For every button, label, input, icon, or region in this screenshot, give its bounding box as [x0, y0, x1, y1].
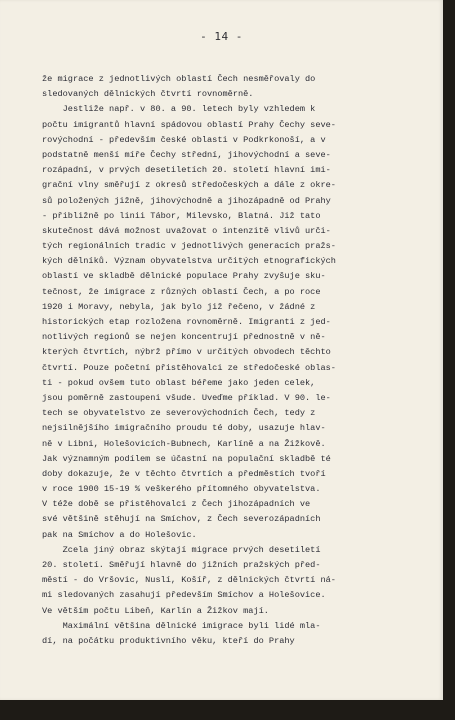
text-line: oblastí ve skladbě dělnické populace Prahy zvyšuje sku-: [42, 271, 326, 282]
text-line: rozápadní, v prvých desetiletích 20. století hlavní imi-: [42, 165, 331, 176]
text-line: Maximální většina dělnické imigrace byli lidé mla-: [42, 620, 321, 631]
text-line: čtvrtí. Pouze početní přistěhovalci ze středočeské oblas-: [42, 362, 336, 373]
text-line: 20. století. Směřují hlavně do jižních pražských před-: [42, 560, 321, 570]
text-line: počtu imigrantů hlavní spádovou oblastí Prahy Čechy seve-: [42, 119, 336, 130]
text-line: ně v Libni, Holešovicích-Bubnech, Karlíně a na Žižkově.: [42, 438, 326, 449]
text-line: doby dokazuje, že v těchto čtvrtích a předměstích tvoří: [42, 468, 326, 479]
text-line: notlivých regionů se nejen koncentrují přednostně v ně-: [42, 332, 326, 343]
text-line: v roce 1900 15-19 % veškerého přítomného obyvatelstva.: [42, 484, 321, 495]
text-line: mi sledovaných zasahují především Smíchov a Holešovice.: [42, 590, 326, 601]
text-line: Zcela jiný obraz skýtají migrace prvých desetiletí: [42, 544, 321, 555]
text-line: tech se obyvatelstvo ze severovýchodních Čech, tedy z: [42, 408, 316, 419]
body-text: [42, 72, 420, 649]
text-line: sledovaných dělnických čtvrtí rovnoměrně.: [42, 89, 254, 100]
text-line: Jak významným podílem se účastní na populační skladbě té: [42, 453, 331, 464]
text-line: sů položených jižně, jihovýchodně a jihozápadně od Prahy: [42, 195, 331, 206]
text-line: kterých čtvrtích, nýbrž přímo v určitých obvodech těchto: [42, 347, 331, 358]
text-line: pak na Smíchov a do Holešovic.: [42, 529, 197, 540]
text-line: tečnost, že imigrace z různých oblastí Čech, a po roce: [42, 286, 321, 297]
text-line: skutečnost dává možnost uvažovat o intenzitě vlivů urči-: [42, 225, 331, 236]
page-number: - 14 -: [200, 30, 243, 43]
text-line: nejsilnějšího imigračního proudu té doby, usazuje hlav-: [42, 423, 326, 434]
text-line: své většině stěhují na Smíchov, z Čech severozápadních: [42, 514, 321, 525]
text-line: 1920 i Moravy, nebyla, jak bylo již řečeno, v žádné z: [42, 301, 316, 312]
text-line: historických etap rozložena rovnoměrně. Imigranti z jed-: [42, 317, 331, 327]
text-line: kých dělníků. Význam obyvatelstva určitých etnografických: [42, 256, 336, 267]
text-line: grační vlny směřují z okresů středočeských a dále z okre-: [42, 180, 336, 191]
text-line: Jestliže např. v 80. a 90. letech byly vzhledem k: [42, 104, 316, 115]
text-line: - přibližně po linii Tábor, Milevsko, Blatná. Již tato: [42, 210, 321, 221]
text-line: V téže době se přistěhovalci z Čech jihozápadních ve: [42, 499, 311, 510]
text-line: tých regionálních tradic v jednotlivých generacích pražs-: [42, 241, 336, 252]
text-line: dí, na počátku produktivního věku, kteří do Prahy: [42, 635, 295, 646]
text-line: Ve větším počtu Libeň, Karlín a Žižkov mají.: [42, 605, 269, 616]
text-line: rovýchodní - především české oblasti v Podkrkonoší, a v: [42, 134, 326, 145]
text-line: podstatně menší míře Čechy střední, jihovýchodní a seve-: [42, 149, 331, 160]
text-line: městí - do Vršovic, Nuslí, Košíř, z dělnických čtvrtí ná-: [42, 575, 336, 586]
text-line: že migrace z jednotlivých oblastí Čech nesměřovaly do: [42, 74, 316, 84]
text-line: ti - pokud ovšem tuto oblast béřeme jako jeden celek,: [42, 377, 316, 388]
text-line: jsou poměrně zastoupeni všude. Uveďme příklad. V 90. le-: [42, 392, 331, 403]
